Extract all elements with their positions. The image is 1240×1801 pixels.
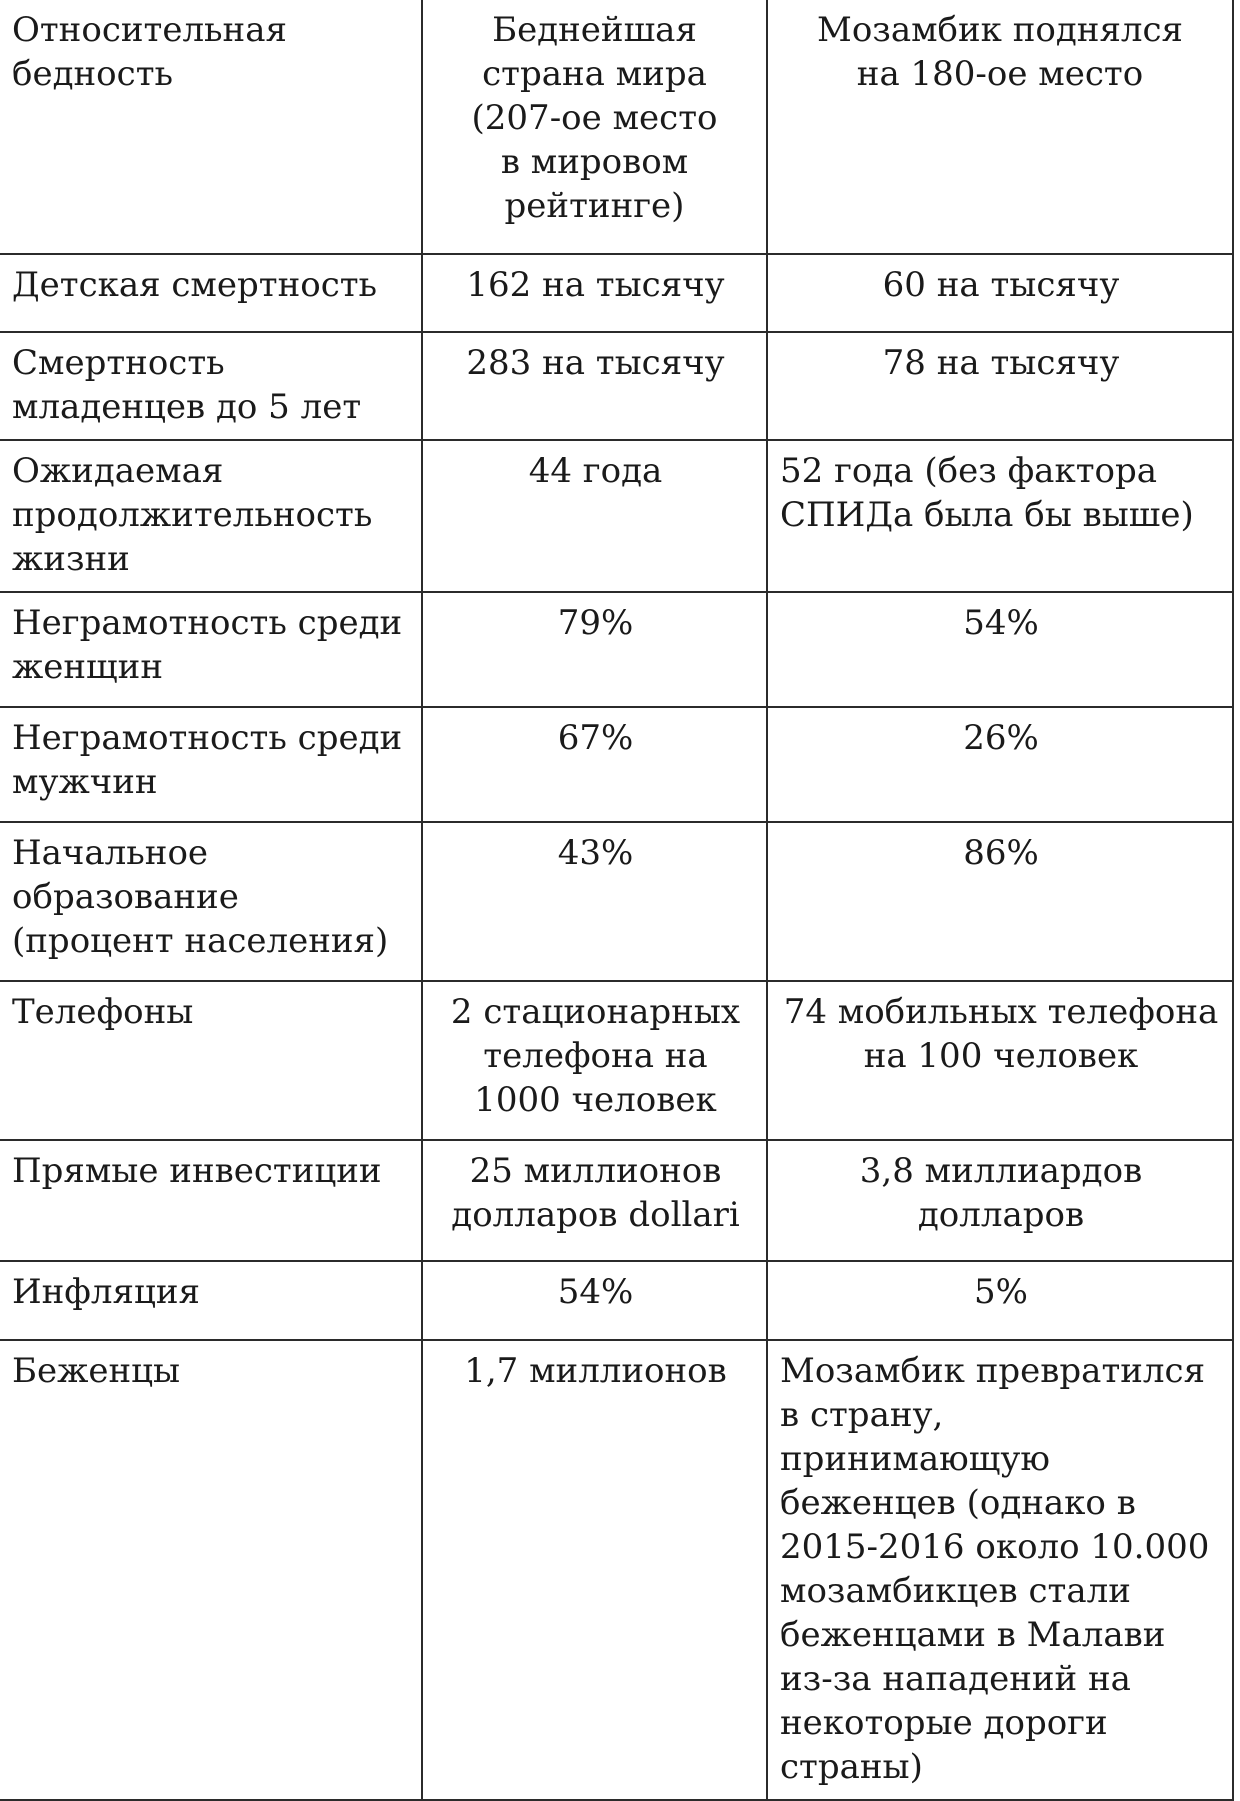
table-row xyxy=(0,981,1233,1140)
table-header-row xyxy=(0,0,1233,254)
poorest-value-cell: 67% xyxy=(422,707,767,822)
mozambique-value-cell: 86% xyxy=(767,822,1233,981)
mozambique-value-cell: Мозамбик превратился в страну, принимающую беженцев (однако в 2015-2016 около 10.000 мозамбикцев стали беженцами в Малави из-за нападений на некоторые дороги страны) xyxy=(767,1340,1233,1800)
poorest-value-cell: 79% xyxy=(422,592,767,707)
poorest-value-cell: 44 года xyxy=(422,440,767,592)
indicator-cell: Телефоны xyxy=(0,981,422,1140)
poorest-value-cell: 283 на тысячу xyxy=(422,332,767,440)
indicator-cell: Неграмотность среди женщин xyxy=(0,592,422,707)
table-row xyxy=(0,707,1233,822)
mozambique-value-cell: 74 мобильных телефона на 100 человек xyxy=(767,981,1233,1140)
mozambique-value-cell: 5% xyxy=(767,1261,1233,1340)
table-row xyxy=(0,1140,1233,1261)
poorest-value-cell: 1,7 миллионов xyxy=(422,1340,767,1800)
table-row xyxy=(0,1261,1233,1340)
poorest-value-cell: 54% xyxy=(422,1261,767,1340)
table-row xyxy=(0,440,1233,592)
table-row xyxy=(0,592,1233,707)
indicator-cell: Беженцы xyxy=(0,1340,422,1800)
indicator-cell: Инфляция xyxy=(0,1261,422,1340)
mozambique-value-cell: 60 на тысячу xyxy=(767,254,1233,332)
mozambique-value-cell: 52 года (без фактора СПИДа была бы выше) xyxy=(767,440,1233,592)
poorest-value-cell: 2 стационарных телефона на 1000 человек xyxy=(422,981,767,1140)
indicator-cell: Неграмотность среди мужчин xyxy=(0,707,422,822)
poorest-value-cell: 25 миллионов долларов dollari xyxy=(422,1140,767,1261)
indicator-cell: Начальное образование (процент населения) xyxy=(0,822,422,981)
header-poorest-cell: Беднейшая страна мира (207-ое место в мировом рейтинге) xyxy=(422,0,767,254)
indicator-cell: Детская смертность xyxy=(0,254,422,332)
mozambique-value-cell: 26% xyxy=(767,707,1233,822)
table-row xyxy=(0,332,1233,440)
mozambique-value-cell: 54% xyxy=(767,592,1233,707)
indicator-cell: Прямые инвестиции xyxy=(0,1140,422,1261)
indicator-cell: Смертность младенцев до 5 лет xyxy=(0,332,422,440)
mozambique-value-cell: 3,8 миллиардов долларов xyxy=(767,1140,1233,1261)
table-row xyxy=(0,1340,1233,1800)
mozambique-value-cell: 78 на тысячу xyxy=(767,332,1233,440)
table-row xyxy=(0,254,1233,332)
poorest-value-cell: 43% xyxy=(422,822,767,981)
header-indicator-cell: Относительная бедность xyxy=(0,0,422,254)
indicator-cell: Ожидаемая продолжительность жизни xyxy=(0,440,422,592)
poorest-value-cell: 162 на тысячу xyxy=(422,254,767,332)
header-mozambique-cell: Мозамбик поднялся на 180-ое место xyxy=(767,0,1233,254)
table-row xyxy=(0,822,1233,981)
